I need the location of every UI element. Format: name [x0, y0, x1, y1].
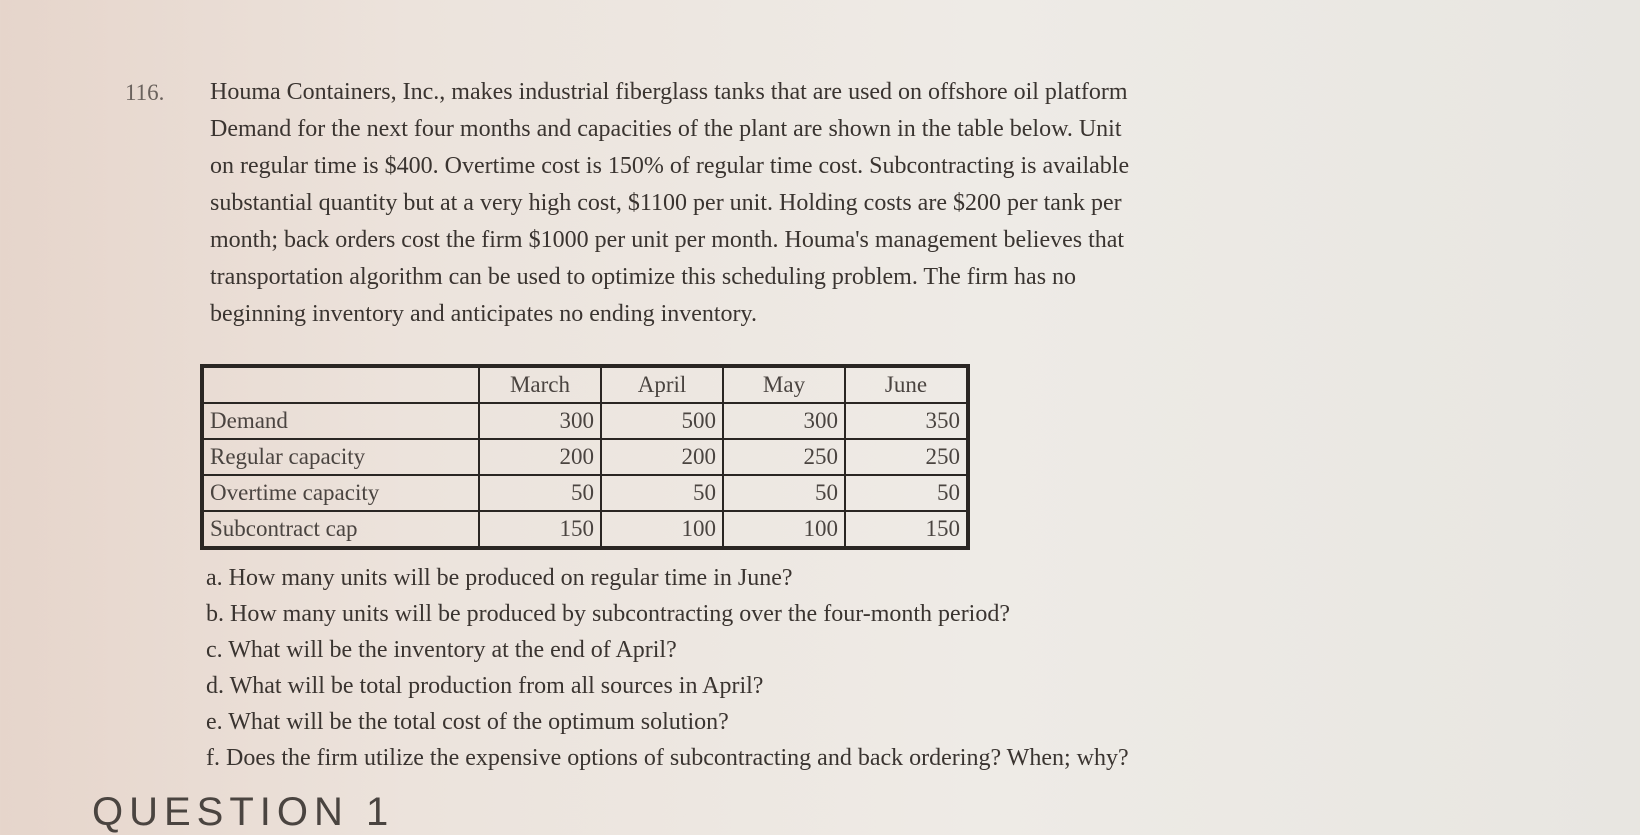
table-row-subcontract-cap [202, 511, 968, 548]
header-month-april: April [601, 366, 723, 403]
table-cell: 500 [601, 403, 723, 439]
header-month-june: June [845, 366, 968, 403]
statement-line: transportation algorithm can be used to optimize this scheduling problem. The firm has no [210, 264, 1077, 290]
table-cell: 200 [601, 439, 723, 475]
header-month-may: May [723, 366, 845, 403]
table-cell: 300 [723, 403, 845, 439]
question-b: b. How many units will be produced by subcontracting over the four-month period? [206, 601, 1010, 627]
row-label: Regular capacity [202, 439, 479, 475]
header-blank-cell [202, 366, 479, 403]
statement-line: month; back orders cost the firm $1000 per unit per month. Houma's management believes that [210, 227, 1125, 253]
problem-number: 116. [125, 80, 165, 105]
statement-line: on regular time is $400. Overtime cost is 150% of regular time cost. Subcontracting is available [210, 153, 1130, 179]
table-cell: 100 [601, 511, 723, 548]
table-header-row [202, 366, 968, 403]
table-row-regular-capacity [202, 439, 968, 475]
question-f: f. Does the firm utilize the expensive options of subcontracting and back ordering? When; why? [206, 745, 1129, 771]
table-cell: 200 [479, 439, 601, 475]
header-month-march: March [479, 366, 601, 403]
row-label: Demand [202, 403, 479, 439]
table-row-overtime-capacity [202, 475, 968, 511]
row-label: Subcontract cap [202, 511, 479, 548]
question-d: d. What will be total production from all sources in April? [206, 673, 764, 699]
table-cell: 100 [723, 511, 845, 548]
question-c: c. What will be the inventory at the end of April? [206, 637, 677, 663]
problem-statement [210, 74, 1410, 333]
question-list [206, 560, 1129, 776]
statement-line: Houma Containers, Inc., makes industrial fiberglass tanks that are used on offshore oil platform [210, 79, 1128, 105]
table-cell: 250 [845, 439, 968, 475]
statement-line: Demand for the next four months and capacities of the plant are shown in the table below. Unit [210, 116, 1122, 142]
question-e: e. What will be the total cost of the optimum solution? [206, 709, 729, 735]
table-cell: 50 [601, 475, 723, 511]
table-cell: 300 [479, 403, 601, 439]
table-cell: 350 [845, 403, 968, 439]
table-cell: 50 [845, 475, 968, 511]
table-cell: 150 [845, 511, 968, 548]
table-row-demand [202, 403, 968, 439]
table-cell: 150 [479, 511, 601, 548]
table-cell: 50 [723, 475, 845, 511]
row-label: Overtime capacity [202, 475, 479, 511]
statement-line: beginning inventory and anticipates no ending inventory. [210, 301, 757, 327]
statement-line: substantial quantity but at a very high cost, $1100 per unit. Holding costs are $200 per tank per [210, 190, 1122, 216]
table-cell: 50 [479, 475, 601, 511]
table-cell: 250 [723, 439, 845, 475]
question-a: a. How many units will be produced on regular time in June? [206, 565, 793, 591]
next-section-heading: QUESTION 1 [92, 790, 395, 834]
capacity-table [200, 364, 970, 550]
